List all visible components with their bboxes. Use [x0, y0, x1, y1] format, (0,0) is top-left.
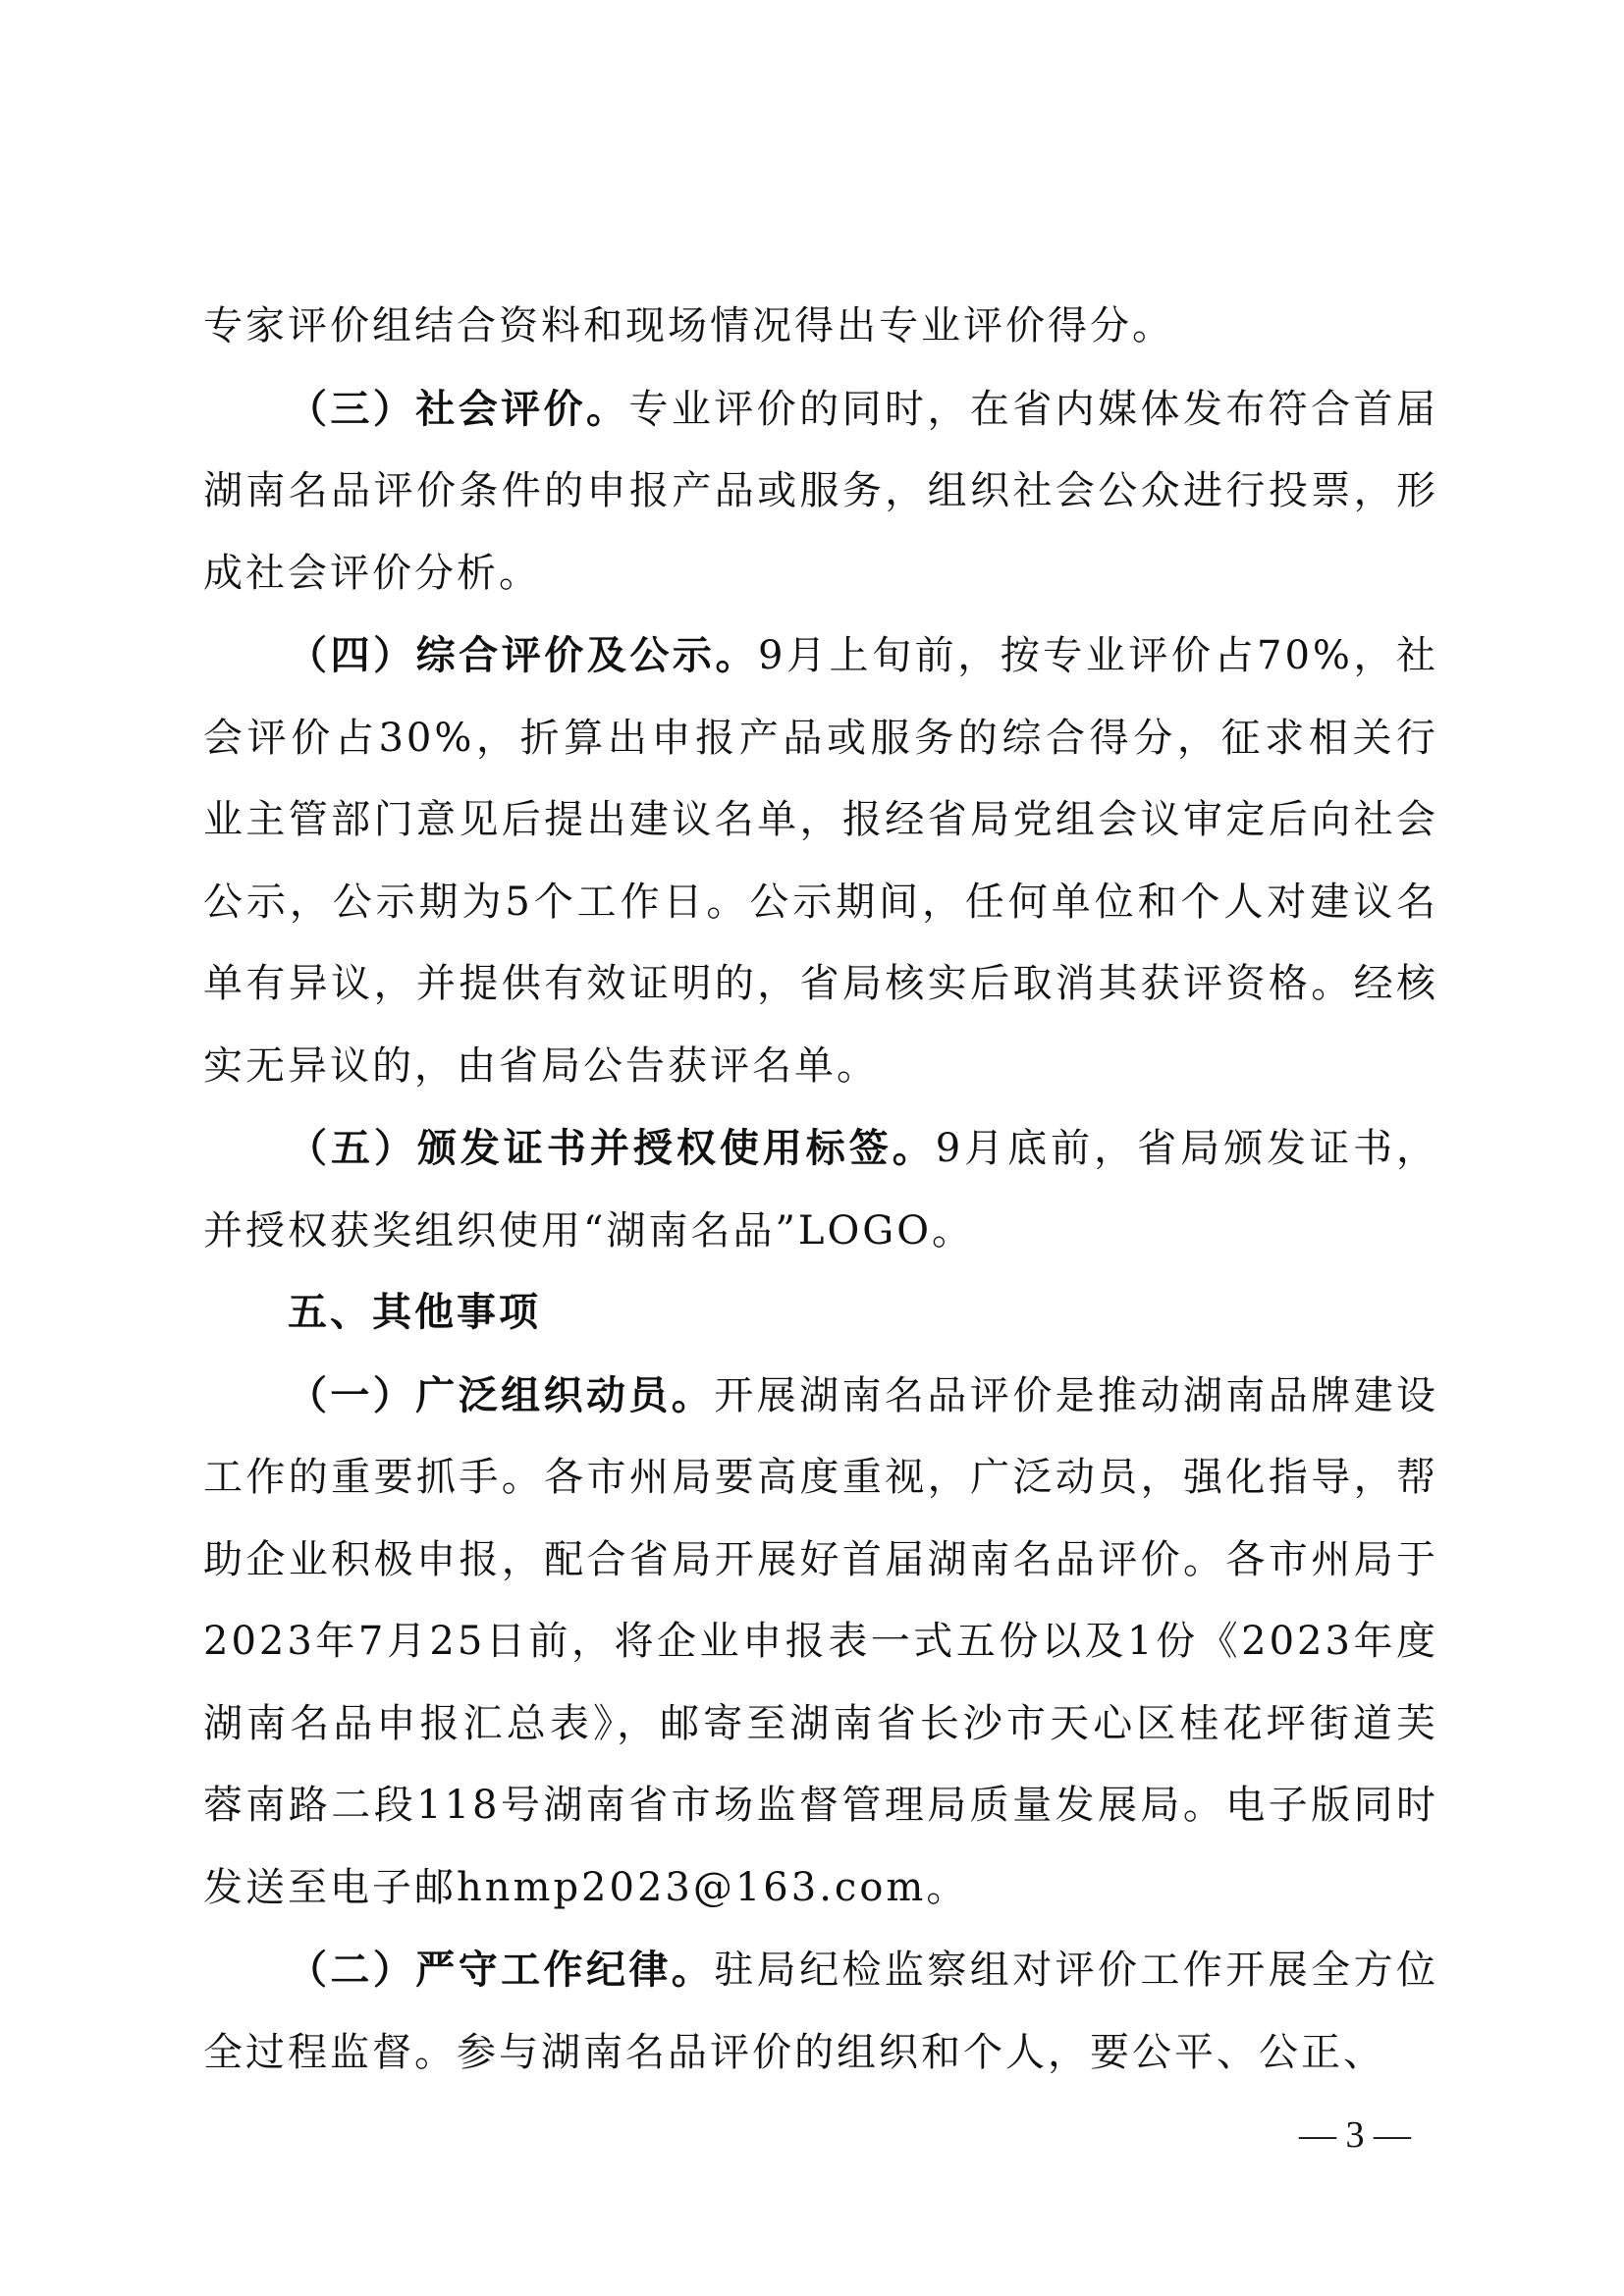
paragraph-lead: （五）颁发证书并授权使用标签。	[288, 1125, 936, 1171]
section-heading: 五、其他事项	[288, 1290, 541, 1335]
paragraph-text: 专家评价组结合资料和现场情况得出专业评价得分。	[203, 303, 1174, 348]
paragraph-certificate	[203, 1107, 1438, 1272]
paragraph-social-evaluation	[203, 368, 1438, 615]
page-number: — 3 —	[1299, 2114, 1411, 2156]
document-body	[203, 285, 1438, 2094]
paragraph-text: 开展湖南名品评价是推动湖南品牌建设工作的重要抓手。各市州局要高度重视，广泛动员，强化指导，帮助企业积极申报，配合省局开展好首届湖南名品评价。各市州局于2023年7月25日前，将企业申报表一式五份以及1份《2023年度湖南名品申报汇总表》，邮寄至湖南省长沙市天心区桂花坪街道芙蓉南路二段118号湖南省市场监督管理局质量发展局。电子版同时发送至电子邮hnmp2023@163.com。	[203, 1372, 1439, 1910]
paragraph-mobilization	[203, 1355, 1438, 1930]
paragraph-lead: （一）广泛组织动员。	[288, 1371, 715, 1418]
paragraph-text: 9月底前，省局颁发证书，并授权获奖组织使用“湖南名品”LOGO。	[203, 1126, 1439, 1254]
paragraph-text: 专业评价的同时，在省内媒体发布符合首届湖南名品评价条件的申报产品或服务，组织社会公众进行投票，形成社会评价分析。	[203, 386, 1439, 596]
paragraph-continuation	[203, 285, 1438, 368]
paragraph-lead: （三）社会评价。	[288, 385, 629, 432]
paragraph-lead: （二）严守工作纪律。	[288, 1947, 715, 1993]
paragraph-text: 驻局纪检监察组对评价工作开展全方位全过程监督。参与湖南名品评价的组织和个人，要公平、公正、	[203, 1948, 1439, 2075]
paragraph-comprehensive-evaluation	[203, 614, 1438, 1107]
paragraph-lead: （四）综合评价及公示。	[288, 632, 759, 678]
paragraph-text: 9月上旬前，按专业评价占70%，社会评价占30%，折算出申报产品或服务的综合得分，征求相关行业主管部门意见后提出建议名单，报经省局党组会议审定后向社会公示，公示期为5个工作日。公示期间，任何单位和个人对建议名单有异议，并提供有效证明的，省局核实后取消其获评资格。经核实无异议的，由省局公告获评名单。	[203, 633, 1439, 1089]
paragraph-discipline	[203, 1929, 1438, 2094]
